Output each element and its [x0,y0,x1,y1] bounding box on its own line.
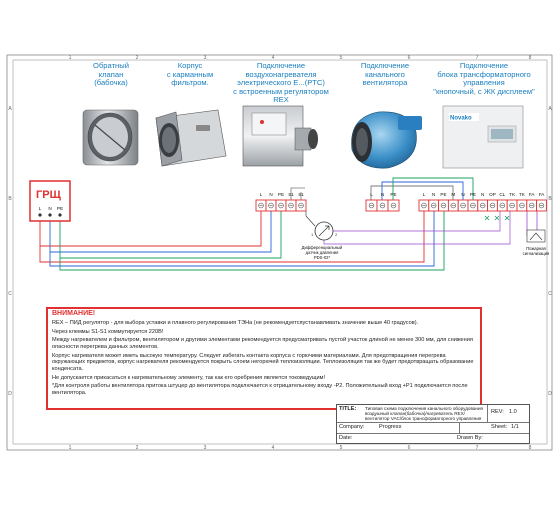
label-line: PDS-02* [313,255,331,260]
terminal-label: PE [56,206,64,211]
damper-label: Обратный клапан (бабочка) [93,61,129,88]
grsh-title: ГРЩ [36,189,61,201]
terminal-dot [48,213,51,216]
grid-col-marker: 7 [475,55,479,61]
grid-col-marker: 2 [135,445,139,451]
date-label: Date: [339,435,353,441]
grid-col-marker: 8 [528,55,532,61]
grid-col-marker: 6 [407,445,411,451]
grid-col-marker: 8 [528,445,532,451]
terminal-label: PE [440,192,447,197]
grid-col-marker: 1 [68,445,72,451]
grid-col-marker: 5 [339,55,343,61]
grid-row-marker: D [8,391,12,397]
note-1: REX – ПИД регулятор - для выбора уставки и плавного регулирования ТЭНа (не рекомендуетсяустанавливать значение выше 40 градусов). [52,319,419,326]
terminal-label: M [451,192,456,197]
grid-row-marker: C [548,291,552,297]
pressure-sensor [306,216,338,240]
terminal-label: L [370,192,373,197]
label-line: Пожарная [526,246,546,251]
terminal-label: N [48,206,52,211]
sheet-label: Sheet: [491,424,508,430]
terminal-label: N [461,192,465,197]
grid-row-marker: C [8,291,12,297]
terminal-label: OP [489,192,496,197]
note-5: Не допускается прикасаться к нагревательному элементу, так как его оребрения является токоведущим! [52,374,326,381]
terminal-label: PE [469,192,476,197]
note-4: Корпус нагревателя может иметь высокую температуру. Следует избегать контакта корпуса с горючими материалами. Для предотвращения перегрева окружающих предметов, корпус нагревателя рекомендуется покрыть слоем негорючей теплоизоляции. Теплоизоляция так же будет предотвращать образование конденсата. [52,352,474,372]
heater-label: Подключение воздухонагревателя электрического E...(PTC) с встроенным регулятором REX [233,61,329,105]
terminal-label: FA [538,192,545,197]
terminal-label: L [422,192,426,197]
control-label: Подключение блока трансформаторного управления "кнопочный, с ЖК дисплеем" [433,61,535,96]
terminal-label: N [269,192,273,197]
terminal-label: S1 [298,192,304,197]
title-label: TITLE: [339,406,357,412]
grid-row-marker: A [8,106,12,112]
terminal-label: TK [518,192,525,197]
fan-label: Подключение канального вентилятора [360,61,410,88]
note-2: Через клеммы S1-S1 коммутируется 220В! [52,328,164,335]
note-6: *Для контроля работы вентилятора притока штуцер до вентилятора подключается к отрицательному входу -P2. Положительный вход +P1 подключается после вентилятора. [52,383,468,397]
grid-col-marker: 2 [135,55,139,61]
pressure-sensor-label [302,245,343,260]
grid-col-marker: 3 [203,445,207,451]
grid-row-marker: A [548,106,552,112]
label-line: сигнализация [522,251,550,256]
label-line: Дифференциальный [301,245,343,250]
fan-image [352,112,422,168]
label-line: датчик давления [305,250,339,255]
fire-alarm-label [523,246,550,256]
terminal-dot [38,213,41,216]
terminal-label: CL [499,192,506,197]
grid-col-marker: 3 [203,55,207,61]
terminal-label: N [380,192,385,197]
svg-text:2: 2 [335,232,338,237]
filter-housing-image [156,110,226,166]
rev-label: REV: [491,409,504,415]
terminal-label: FA [528,192,535,197]
terminal-label: PE [390,192,397,197]
grid-col-marker: 1 [68,55,72,61]
terminal-dot [58,213,61,216]
terminal-label: TK [509,192,516,197]
title-value: Типовая схема подключения канального оборудования воздушный клапан(бабочка)/нагреватель REX/вентилятор VAC/блок трансформаторного управления [365,405,488,422]
grid-row-marker: D [548,391,552,397]
warning-heading: ВНИМАНИЕ! [52,310,96,317]
fan-terminal-block [366,192,399,211]
grid-col-marker: 5 [339,445,343,451]
grid-row-marker: B [8,196,12,202]
warning-notes [46,307,482,410]
grid-col-marker: 6 [407,55,411,61]
terminal-label: L [38,206,42,211]
note-3: Между нагревателем и фильтром, вентилятором и другими элементами рекомендуется предусматривать пустой участок длиной не менее 300 мм, для снижения опасности перегрева данных элементов. [52,337,473,350]
fire-alarm-contact [527,230,545,242]
rev-value: 1.0 [509,409,517,415]
housing-label: Корпус с карманным фильтром. [166,61,214,88]
grid-row-marker: B [548,196,552,202]
grid-col-marker: 4 [271,55,275,61]
terminal-label: N [481,192,485,197]
terminal-label: S1 [288,192,294,197]
heater-terminal-block [256,192,306,211]
control-brand: Novako [450,115,472,122]
drawn-by-label: Drawn By: [457,435,483,441]
heater-image [243,106,318,166]
terminal-label: PE [277,192,285,197]
svg-text:1: 1 [311,232,314,237]
title-block [336,404,530,444]
grid-col-marker: 4 [271,445,275,451]
grid-col-marker: 7 [475,445,479,451]
company-value: Progress [379,422,460,433]
company-label: Company: [339,424,365,430]
sheet-value: 1/1 [511,424,519,430]
terminal-label: N [432,192,436,197]
terminal-label: L [259,192,263,197]
damper-image [83,110,138,165]
